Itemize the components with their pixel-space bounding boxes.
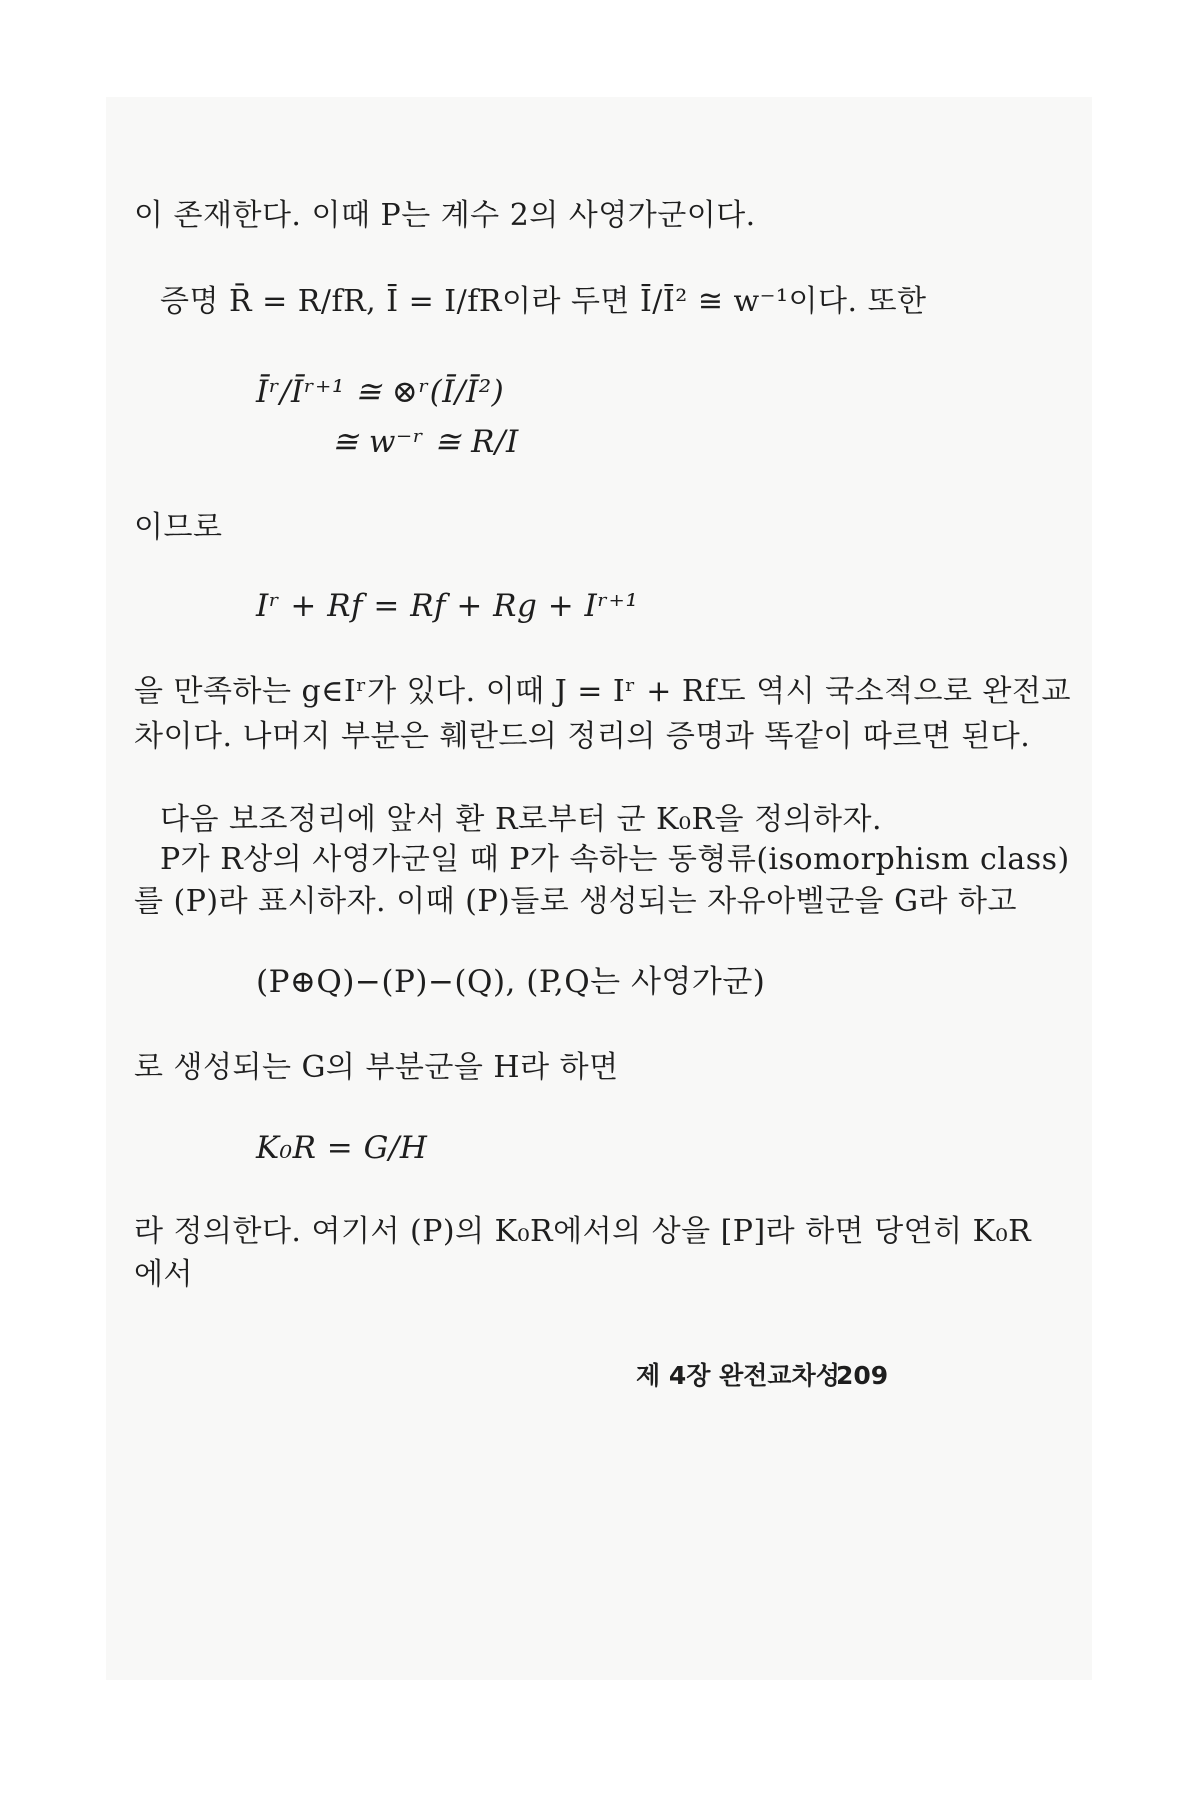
formula-isomorphism-1: Īʳ/Īʳ⁺¹ ≅ ⊗ʳ(Ī/Ī²) [256, 374, 505, 410]
formula-ideal-relation: Iʳ + Rf = Rf + Rg + Iʳ⁺¹ [256, 588, 639, 624]
text-line-10: P가 R상의 사영가군일 때 P가 속하는 동형류(isomorphism class) [160, 842, 1070, 877]
formula-isomorphism-2: ≅ w⁻ʳ ≅ R/I [332, 424, 519, 460]
formula-generators: (P⊕Q)−(P)−(Q), (P,Q는 사영가군) [256, 964, 766, 1000]
text-line-16: 에서 [134, 1257, 193, 1292]
text-line-imeuro: 이므로 [134, 510, 223, 545]
page-number: 209 [836, 1361, 889, 1390]
text-line-8: 차이다. 나머지 부분은 훼란드의 정리의 증명과 똑같이 따르면 된다. [134, 719, 1031, 754]
text-line-7: 을 만족하는 g∈Iʳ가 있다. 이때 J = Iʳ + Rf도 역시 국소적으로 완전교 [134, 674, 1071, 709]
text-line-1: 이 존재한다. 이때 P는 계수 2의 사영가군이다. [134, 198, 756, 233]
footer-chapter-title: 제 4장 완전교차성 [636, 1361, 840, 1390]
text-line-9: 다음 보조정리에 앞서 환 R로부터 군 K₀R을 정의하자. [160, 802, 883, 837]
text-line-13: 로 생성되는 G의 부분군을 H라 하면 [134, 1050, 619, 1085]
text-line-11: 를 (P)라 표시하자. 이때 (P)들로 생성되는 자유아벨군을 G라 하고 [134, 884, 1018, 919]
formula-k0-definition: K₀R = G/H [256, 1130, 428, 1166]
text-line-15: 라 정의한다. 여기서 (P)의 K₀R에서의 상을 [P]라 하면 당연히 K₀R [134, 1214, 1032, 1249]
proof-line: 증명 R̄ = R/fR, Ī = I/fR이라 두면 Ī/Ī² ≅ w⁻¹이다. 또한 [160, 284, 927, 319]
